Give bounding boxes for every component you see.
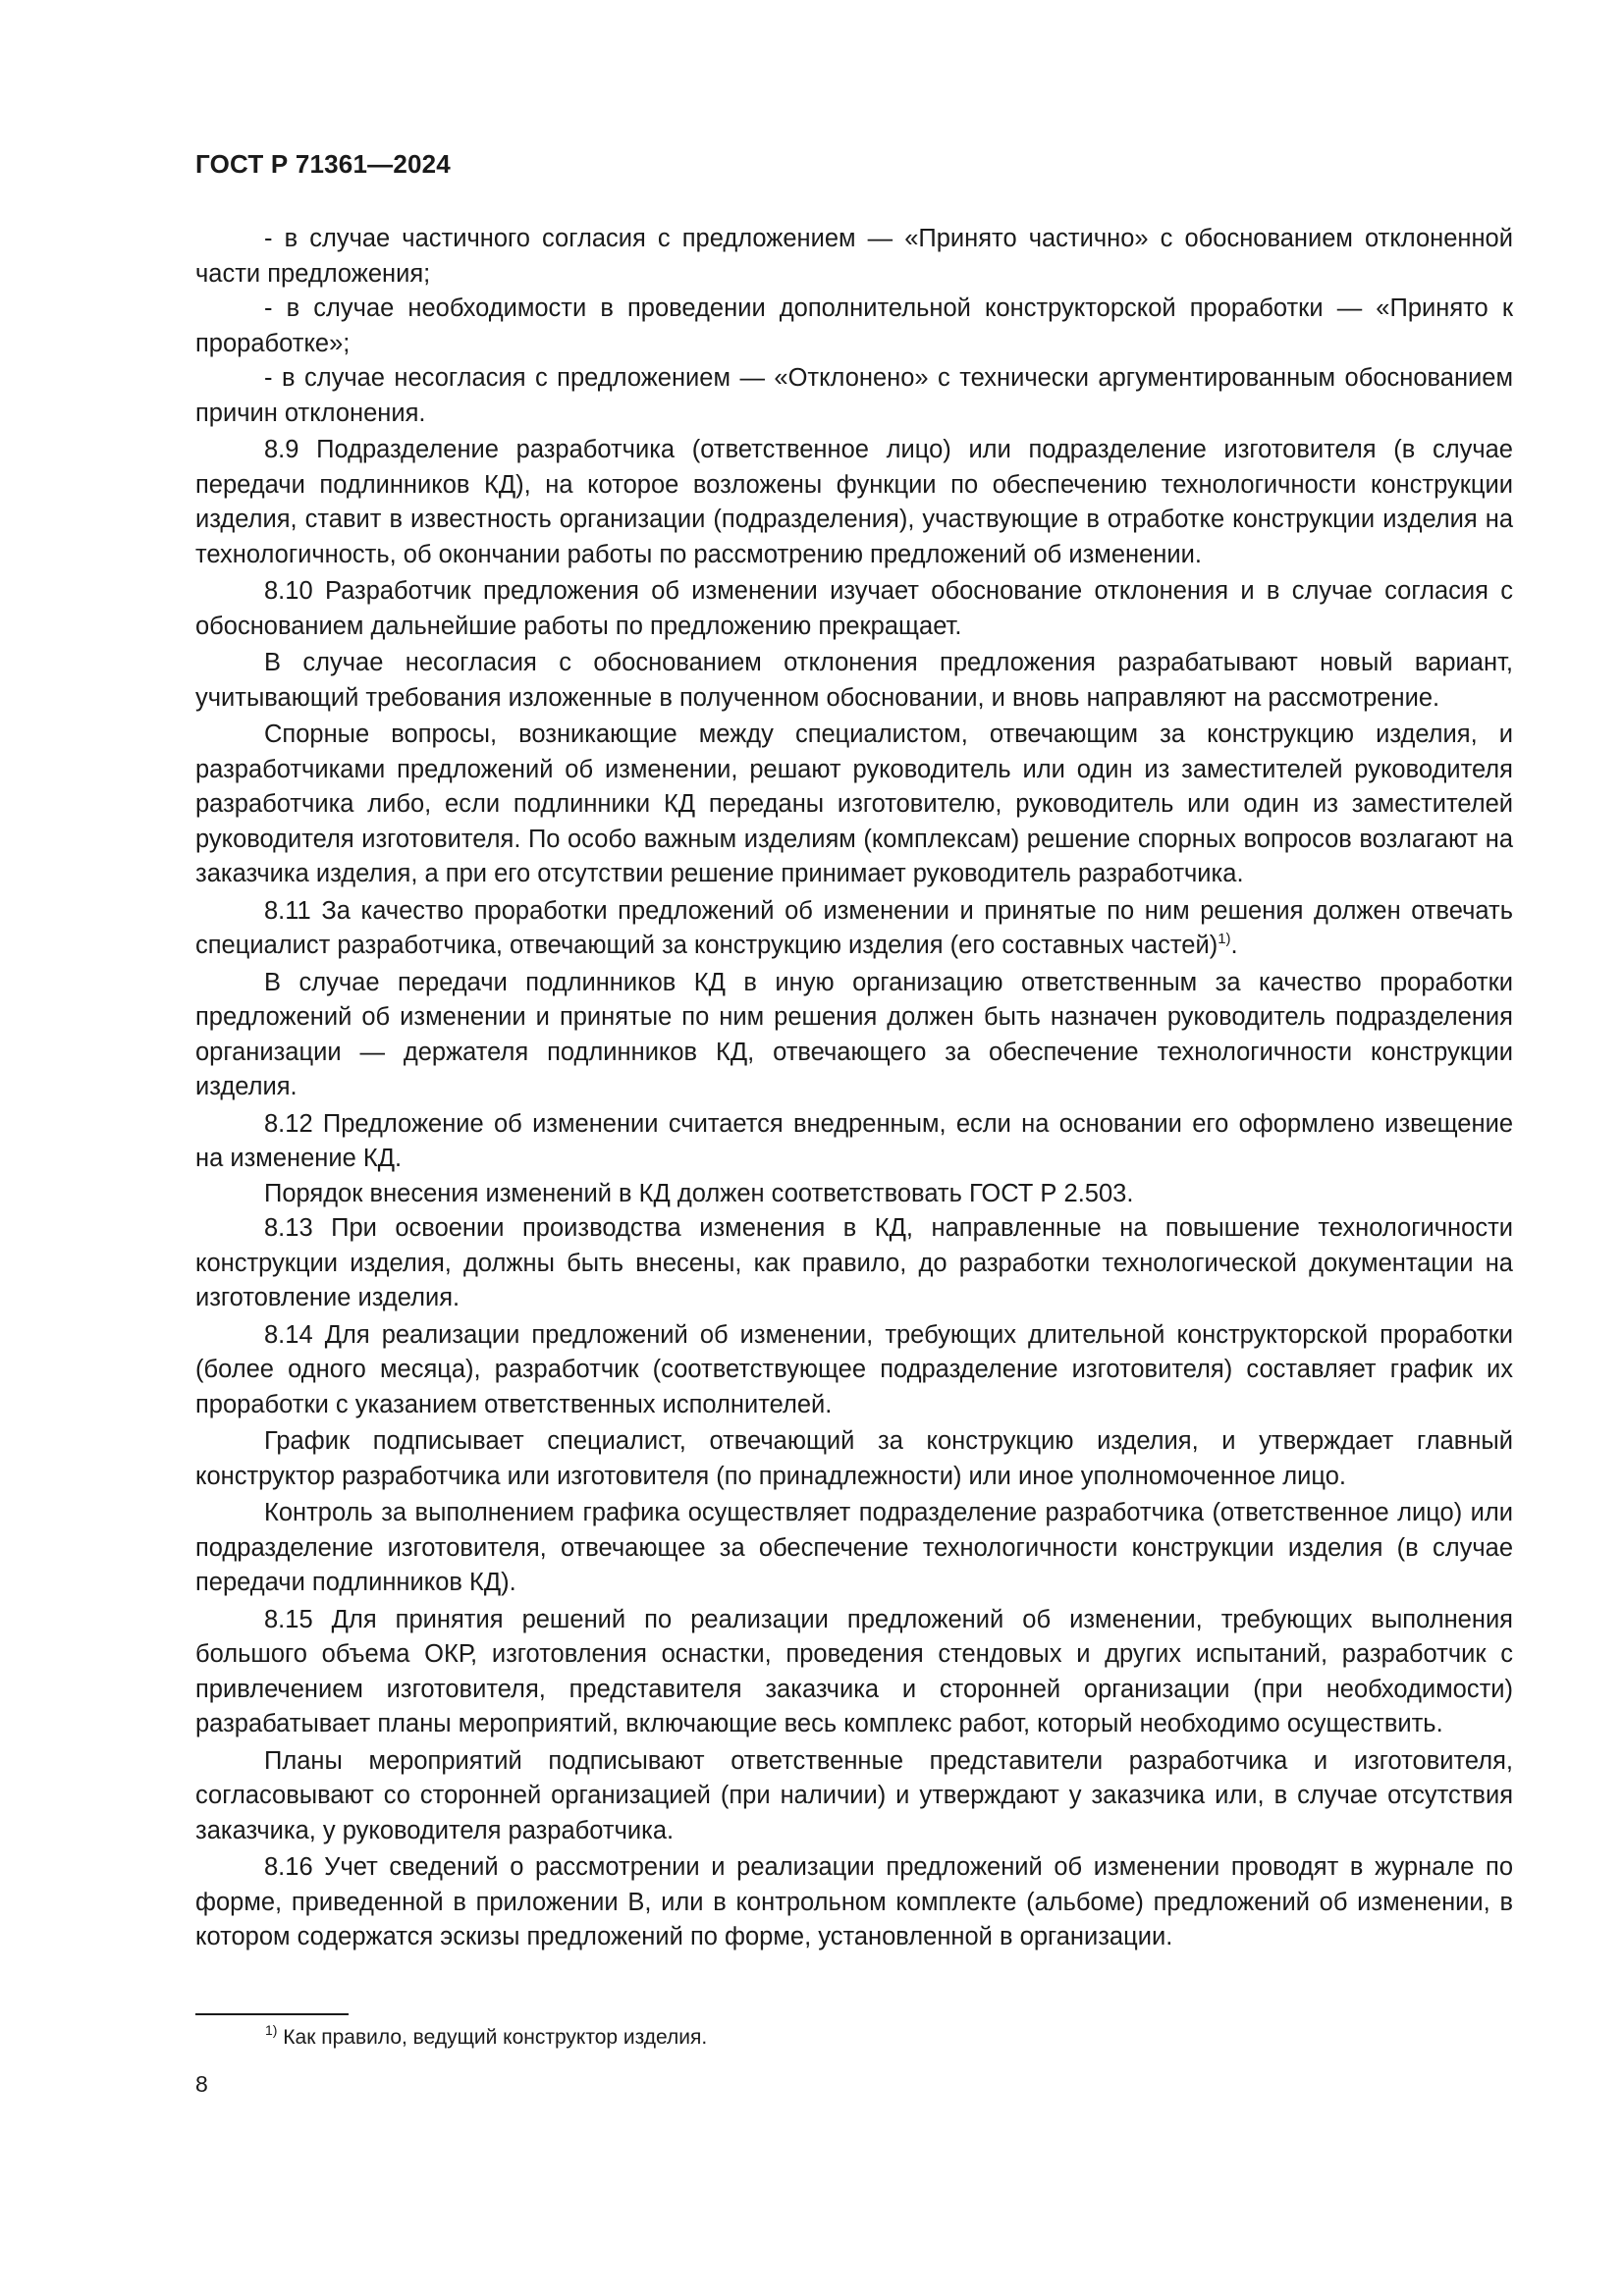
paragraph: 8.14 Для реализации предложений об изменении, требующих длительной конструкторской проработки (более одного месяца), разработчик (соответствующее подразделение изготовителя) составляет график их проработки с указанием ответственных исполнителей. (195, 1320, 1513, 1418)
paragraph: Порядок внесения изменений в КД должен соответствовать ГОСТ Р 2.503. (264, 1179, 1134, 1207)
footnote-reference: 1) (1218, 930, 1231, 947)
paragraph: 8.13 При освоении производства изменения в КД, направленные на повышение технологичности конструкции изделия, должны быть внесены, как правило, до разработки технологической документации на изготовление изделия. (195, 1214, 1513, 1311)
document-body (195, 222, 1513, 1955)
paragraph: В случае передачи подлинников КД в иную организацию ответственным за качество проработки предложений об изменении и принятые по ним решения должен быть назначен руководитель подразделения организации — держателя подлинников КД, отвечающего за обеспечение технологичности конструкции изделия. (195, 968, 1513, 1100)
paragraph: 8.12 Предложение об изменении считается внедренным, если на основании его оформлено извещение на изменение КД. (195, 1109, 1513, 1172)
paragraph-text: 8.11 За качество проработки предложений об изменении и принятые по ним решения должен отвечать специалист разработчика, отвечающий за конструкцию изделия (его составных частей) (195, 896, 1513, 959)
paragraph: Планы мероприятий подписывают ответственные представители разработчика и изготовителя, согласовывают со сторонней организацией (при наличии) и утверждают у заказчика или, в случае отсутствия заказчика, у руководителя разработчика. (195, 1746, 1513, 1844)
paragraph: 8.15 Для принятия решений по реализации предложений об изменении, требующих выполнения большого объема ОКР, изготовления оснастки, проведения стендовых и других испытаний, разработчик с привлечением изготовителя, представителя заказчика и сторонней организации (при необходимости) разрабатывает планы мероприятий, включающие весь комплекс работ, который необходимо осуществить. (195, 1605, 1513, 1737)
footnote-mark: 1) (265, 2022, 278, 2038)
document-header: ГОСТ Р 71361—2024 (195, 149, 451, 179)
paragraph: В случае несогласия с обоснованием отклонения предложения разрабатывают новый вариант, учитывающий требования изложенные в полученном обосновании, и вновь направляют на рассмотрение. (195, 649, 1513, 712)
paragraph: - в случае необходимости в проведении дополнительной конструкторской проработки — «Принято к проработке»; (195, 294, 1513, 357)
paragraph: 8.9 Подразделение разработчика (ответственное лицо) или подразделение изготовителя (в случае передачи подлинников КД), на которое возложены функции по обеспечению технологичности конструкции изделия, ставит в известность организации (подразделения), участвующие в отработке конструкции изделия на технологичность, об окончании работы по рассмотрению предложений об изменении. (195, 436, 1513, 568)
paragraph-with-footnote-ref (195, 894, 1513, 964)
footnote (265, 2024, 707, 2052)
footnote-text: Как правило, ведущий конструктор изделия. (277, 2026, 708, 2049)
paragraph: График подписывает специалист, отвечающий за конструкцию изделия, и утверждает главный конструктор разработчика или изготовителя (по принадлежности) или иное уполномоченное лицо. (195, 1427, 1513, 1490)
paragraph: Контроль за выполнением графика осуществляет подразделение разработчика (ответственное лицо) или подразделение изготовителя, отвечающее за обеспечение технологичности конструкции изделия (в случае передачи подлинников КД). (195, 1499, 1513, 1596)
page-number: 8 (195, 2071, 208, 2097)
footnote-divider (195, 2013, 349, 2015)
paragraph: 8.10 Разработчик предложения об изменении изучает обоснование отклонения и в случае согласия с обоснованием дальнейшие работы по предложению прекращает. (195, 577, 1513, 640)
paragraph: 8.16 Учет сведений о рассмотрении и реализации предложений об изменении проводят в журнале по форме, приведенной в приложении В, или в контрольном комплекте (альбоме) предложений об изменении, в котором содержатся эскизы предложений по форме, установленной в организации. (195, 1853, 1513, 1950)
paragraph: Спорные вопросы, возникающие между специалистом, отвечающим за конструкцию изделия, и разработчиками предложений об изменении, решают руководитель или один из заместителей руководителя разработчика либо, если подлинники КД переданы изготовителю, руководитель или один из заместителей руководителя изготовителя. По особо важным изделиям (комплексам) решение спорных вопросов возлагают на заказчика изделия, а при его отсутствии решение принимает руководитель разработчика. (195, 721, 1513, 887)
paragraph: - в случае частичного согласия с предложением — «Принято частично» с обоснованием отклоненной части предложения; (195, 225, 1513, 288)
paragraph: - в случае несогласия с предложением — «Отклонено» с технически аргументированным обоснованием причин отклонения. (195, 364, 1513, 427)
paragraph-end: . (1230, 932, 1238, 959)
